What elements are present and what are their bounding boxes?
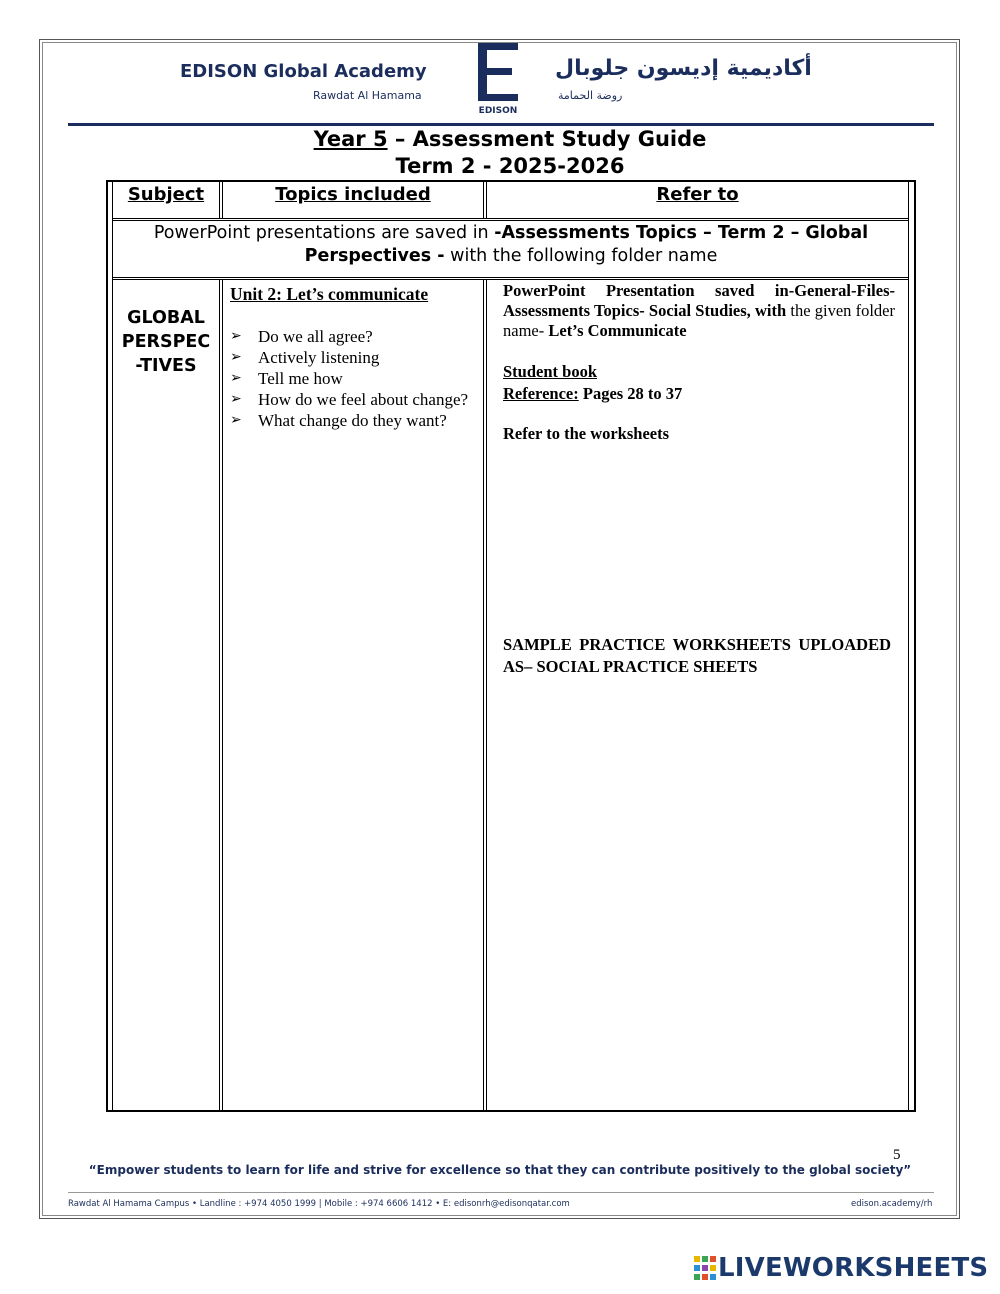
subject-line: GLOBAL bbox=[127, 308, 205, 328]
topic-text: Tell me how bbox=[258, 369, 343, 388]
row-divider bbox=[112, 218, 909, 219]
school-motto: “Empower students to learn for life and strive for excellence so that they can contribute positively to the global society” bbox=[88, 1163, 912, 1177]
arrow-bullet-icon: ➢ bbox=[230, 371, 242, 386]
refer-ppt-folder: Let’s Communicate bbox=[548, 321, 687, 340]
topic-list bbox=[230, 326, 480, 431]
topic-text: How do we feel about change? bbox=[258, 390, 469, 409]
footer-contact: Rawdat Al Hamama Campus • Landline : +974 4050 1999 | Mobile : +974 6606 1412 • E: edisonrh@edisonqatar.com bbox=[68, 1199, 570, 1209]
reference-pages: Pages 28 to 37 bbox=[578, 384, 683, 403]
refer-ppt-normal: the given folder name- bbox=[503, 301, 895, 340]
folder-note-suffix: with the following folder name bbox=[444, 246, 718, 266]
footer-website: edison.academy/rh bbox=[851, 1199, 933, 1209]
sample-worksheets-note: SAMPLE PRACTICE WORKSHEETS UPLOADED AS– SOCIAL PRACTICE SHEETS bbox=[503, 635, 891, 676]
title-rest: – Assessment Study Guide bbox=[387, 127, 707, 151]
page-subtitle: Term 2 - 2025-2026 bbox=[395, 154, 625, 178]
folder-note-prefix: PowerPoint presentations are saved in bbox=[153, 223, 495, 243]
list-item bbox=[230, 368, 480, 389]
list-item bbox=[230, 389, 480, 410]
title-year: Year 5 bbox=[313, 127, 388, 151]
arrow-bullet-icon: ➢ bbox=[230, 413, 242, 428]
liveworksheets-logo-icon bbox=[694, 1256, 716, 1280]
row-divider bbox=[112, 279, 909, 280]
refer-ppt-bold: PowerPoint Presentation saved in-General-Files- Assessments Topics- Social Studies, with bbox=[503, 281, 895, 320]
topic-text: Do we all agree? bbox=[258, 327, 373, 346]
table-inner-right-line bbox=[908, 182, 909, 1110]
topic-text: What change do they want? bbox=[258, 411, 447, 430]
list-item bbox=[230, 410, 480, 431]
campus-name-en: Rawdat Al Hamama bbox=[313, 89, 422, 102]
worksheets-note: Refer to the worksheets bbox=[503, 424, 670, 443]
subject-line: -TIVES bbox=[135, 356, 197, 376]
list-item bbox=[230, 326, 480, 347]
student-book-reference bbox=[503, 383, 703, 404]
row-divider bbox=[112, 220, 909, 221]
refer-ppt-text bbox=[503, 281, 895, 341]
col-divider bbox=[222, 279, 223, 1110]
list-item bbox=[230, 347, 480, 368]
col-divider bbox=[486, 279, 487, 1110]
arrow-bullet-icon: ➢ bbox=[230, 350, 242, 365]
header-rule bbox=[68, 123, 934, 126]
header-subject: Subject bbox=[127, 184, 205, 205]
footer-rule bbox=[68, 1192, 934, 1193]
unit-title: Unit 2: Let’s communicate bbox=[230, 284, 429, 304]
arrow-bullet-icon: ➢ bbox=[230, 392, 242, 407]
logo-text: EDISON bbox=[478, 106, 518, 115]
school-name-ar: أكاديمية إديسون جلوبال bbox=[555, 56, 812, 81]
subject-cell bbox=[113, 306, 219, 378]
header-topics: Topics included bbox=[275, 184, 431, 205]
col-divider bbox=[483, 182, 484, 219]
campus-name-ar: روضة الحمامة bbox=[558, 89, 623, 102]
col-divider bbox=[483, 279, 484, 1110]
reference-label: Reference: bbox=[503, 384, 579, 403]
topic-text: Actively listening bbox=[258, 348, 380, 367]
page-number: 5 bbox=[893, 1147, 901, 1163]
header-refer: Refer to bbox=[656, 184, 739, 205]
arrow-bullet-icon: ➢ bbox=[230, 329, 242, 344]
col-divider bbox=[219, 182, 220, 219]
subject-line: PERSPEC bbox=[121, 332, 211, 352]
row-divider bbox=[112, 277, 909, 278]
refer-ppt-paragraph bbox=[503, 281, 895, 341]
folder-note bbox=[114, 222, 908, 268]
col-divider bbox=[219, 279, 220, 1110]
edison-logo bbox=[476, 43, 520, 115]
page-title bbox=[0, 127, 1000, 151]
liveworksheets-text: LIVEWORKSHEETS bbox=[718, 1253, 989, 1283]
student-book-title: Student book bbox=[503, 362, 597, 381]
school-name-en: EDISON Global Academy bbox=[180, 61, 427, 82]
folder-note-path: -Assessments Topics – Term 2 – Global Perspectives - bbox=[304, 223, 869, 266]
